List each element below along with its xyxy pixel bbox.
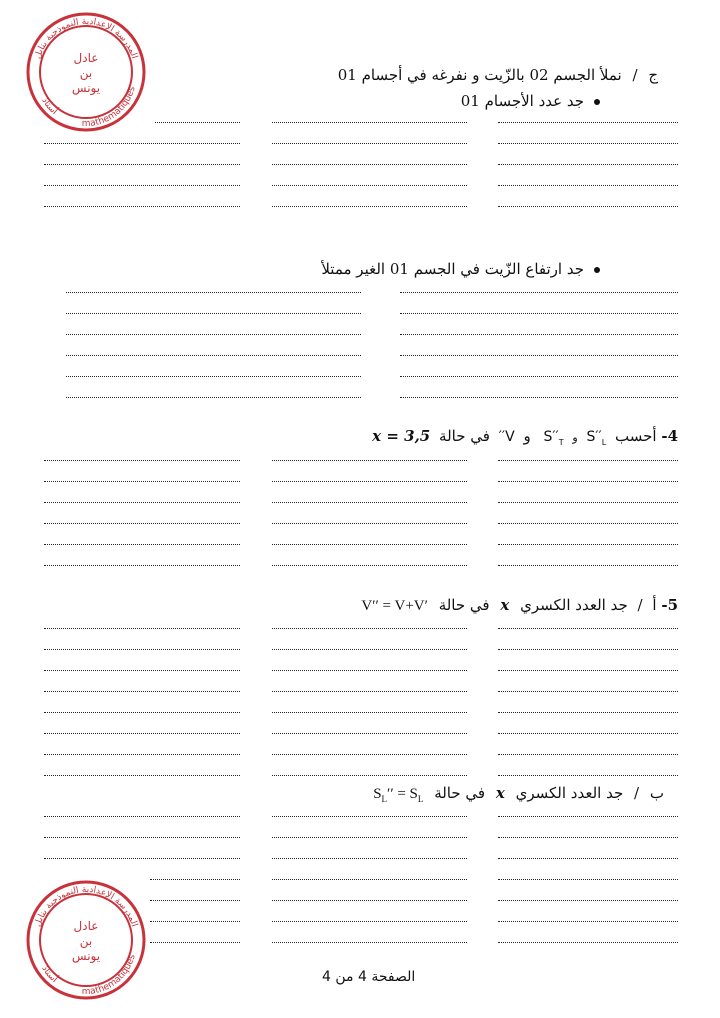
stamp-name-2: بن [79, 66, 93, 80]
q4-and-1: و [572, 431, 578, 444]
stamp-subject-text: mathematiques [81, 85, 138, 130]
question-5a-heading [361, 596, 678, 615]
question-5b-sep: / [634, 784, 640, 802]
question-c-bullet-1 [461, 92, 600, 110]
question-c-sep: / [632, 66, 638, 84]
question-4-text: أحسب [614, 427, 657, 445]
stamp-name-2: بن [79, 934, 93, 948]
q5a-condition: في حالة [438, 596, 490, 614]
stamp-role-text: أستاذ [39, 96, 59, 118]
stamp-school-text: المدرسة الإعدادية النموذجية بنابل [33, 884, 139, 929]
stamp-role-text: أستاذ [39, 964, 59, 986]
question-4-number: 4- [661, 427, 678, 445]
question-4-heading [372, 427, 678, 447]
q5b-condition: في حالة [434, 784, 486, 802]
stamp-name-1: عادل [73, 919, 99, 933]
question-5a-sep: / [637, 596, 643, 614]
stamp-school-text: المدرسة الإعدادية النموذجية بنابل [33, 16, 139, 61]
bullet-2-text: جد ارتفاع الزّيت في الجسم 01 الغير ممتلأ [321, 260, 584, 278]
question-5a-part: أ [652, 596, 657, 614]
question-5b-text: جد العدد الكسري [515, 784, 624, 802]
school-stamp-bottom [24, 878, 148, 1002]
q5a-var-x: 𝒙 [500, 596, 510, 614]
q4-and-2: و [523, 427, 531, 445]
page-number: الصفحة 4 من 4 [322, 969, 416, 985]
question-5a-text: جد العدد الكسري [520, 596, 628, 614]
question-5-number: 5- [661, 596, 678, 614]
question-c-marker: ج [648, 66, 658, 84]
bullet-1-text: جد عدد الأجسام 01 [460, 92, 584, 110]
q4-var-st: $S''_T$ [543, 429, 564, 447]
question-c-bullet-2 [321, 260, 600, 278]
school-stamp-top [24, 10, 148, 134]
stamp-name-1: عادل [73, 51, 99, 65]
stamp-name-3: يونس [71, 81, 101, 95]
q4-condition: في حالة [439, 427, 490, 445]
stamp-name-3: يونس [71, 949, 101, 963]
stamp-subject-text: mathematiques [81, 953, 138, 998]
bullet-icon [594, 267, 600, 273]
q4-var-sl: $S''_L$ [586, 429, 607, 447]
q5a-formula: V′′ = V+V′ [361, 598, 428, 614]
q4-equation: 𝒙 = 3,5 [372, 427, 431, 445]
question-5b-heading [373, 784, 664, 804]
bullet-icon [594, 99, 600, 105]
question-5b-part: ب [649, 784, 664, 802]
q5b-var-x: 𝒙 [495, 784, 505, 802]
q4-var-v: V′′ [498, 429, 515, 445]
question-c-text: نملأ الجسم 02 بالزّيت و نفرغه في أجسام 01 [337, 66, 622, 84]
question-c-heading [338, 66, 658, 84]
q5b-formula: $S_L'' = S_L$ [373, 786, 424, 804]
